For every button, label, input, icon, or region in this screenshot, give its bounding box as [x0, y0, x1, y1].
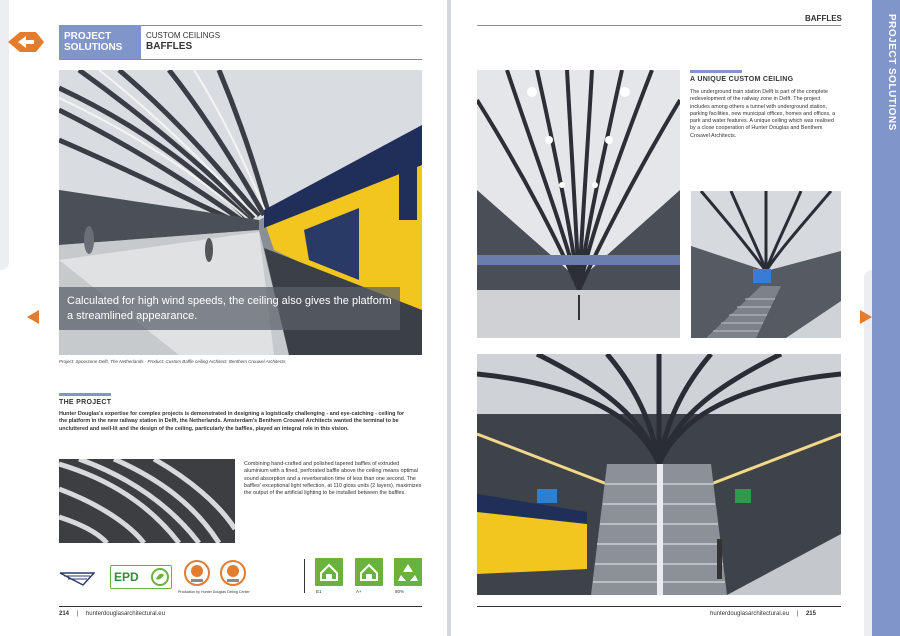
right-footer-separator: |: [796, 611, 799, 617]
a-plus-badge: [355, 558, 383, 586]
previous-page-arrow-icon[interactable]: [27, 310, 39, 324]
baffle-detail-photo: [59, 459, 235, 543]
staircase-photo: [691, 191, 841, 338]
side-tab: [872, 0, 900, 636]
photo-caption: Calculated for high wind speeds, the ceiling also gives the platform a streamlined appearance.: [59, 287, 400, 330]
side-tab-label: PROJECT SOLUTIONS: [886, 14, 897, 131]
quality-seal-icon: [184, 560, 210, 586]
station-stairs-photo: [477, 354, 841, 595]
section-tag-label: PROJECT SOLUTIONS: [64, 31, 123, 53]
right-footer-divider: [477, 606, 841, 607]
right-footer: [710, 611, 816, 617]
right-page-number: 215: [805, 611, 816, 617]
epd-logo: [110, 565, 172, 589]
house-icon: [315, 558, 343, 586]
footer-url[interactable]: hunterdouglasarchitectural.eu: [85, 611, 165, 617]
header-divider-bottom: [59, 59, 422, 60]
station-ceiling-photo: [477, 70, 680, 338]
right-section-accent-bar: [690, 70, 742, 73]
right-body-paragraph: The underground train station Delft is part of the complete redevelopment of the railway zone in Delft. The project includes among others a tunnel with underground station, parking facilities, new municipal offices, homes and offices, a park and water features. A unique ceiling which was realised by a close cooperation of Hunter Douglas and Benthem Crouwel Architects.: [690, 89, 836, 139]
section-tag: [59, 25, 141, 59]
section-title: THE PROJECT: [59, 399, 112, 406]
right-header-divider: [477, 25, 841, 26]
page-number: 214: [59, 611, 70, 617]
house-icon: [355, 558, 383, 586]
epd-logo-text: EPD: [114, 570, 139, 584]
recycle-badge-label: 80%: [395, 589, 405, 594]
footer-divider: [59, 606, 422, 607]
intro-paragraph: Hunter Douglas's expertise for complex projects is demonstrated in designing a logistically challenging - and eye-catching - ceiling for the platform in the new railway station in Delft, the Netherlands. Amsterdam's Benthem Crouwel Architects wanted the terminal to be uncluttered and well-lit and the design of the ceiling, particularly the baffles, played an integral role in this vision.: [59, 411, 405, 432]
recycle-icon: [394, 558, 422, 586]
certification-seal-icon: [220, 560, 246, 586]
e1-badge: [315, 558, 343, 586]
right-section-title: A UNIQUE CUSTOM CEILING: [690, 76, 794, 83]
recycle-badge: [394, 558, 422, 586]
header-divider: [141, 25, 422, 26]
page-title: BAFFLES: [146, 41, 193, 52]
a-plus-badge-label: A+: [356, 589, 362, 594]
left-footer: [59, 611, 165, 617]
category-label: CUSTOM CEILINGS: [146, 31, 221, 40]
logo-divider: [304, 559, 305, 593]
seal-caption: Production by Hunter Douglas Ceiling Center: [178, 590, 250, 594]
footer-separator: |: [76, 611, 79, 617]
brand-logo-icon: [6, 29, 46, 55]
epd-leaf-icon: [151, 568, 169, 586]
hunter-douglas-logo-icon: [59, 571, 95, 587]
next-page-arrow-icon[interactable]: [860, 310, 872, 324]
body-paragraph: Combining hand-crafted and polished tapered baffles of extruded aluminium with a fined, perforated baffle above the ceiling means optimal sound absorption and a reverberation time of less than one second. The baffles' exceptional light reflection, at 110 gloss units (2 layers), maximizes the output of the artificial lighting to be installed between the baffles.: [244, 461, 422, 497]
photo-credit: Project: Spoorzone Delft, The Netherlands - Product: Custom Baffle ceiling Architect: Benthem Crouwel Architects: [59, 359, 286, 364]
e1-badge-label: E1: [316, 589, 322, 594]
right-footer-url[interactable]: hunterdouglasarchitectural.eu: [710, 611, 790, 617]
right-page-title: BAFFLES: [805, 14, 842, 23]
left-page: [0, 0, 447, 636]
section-accent-bar: [59, 393, 111, 396]
side-tab-notch: [864, 270, 872, 636]
